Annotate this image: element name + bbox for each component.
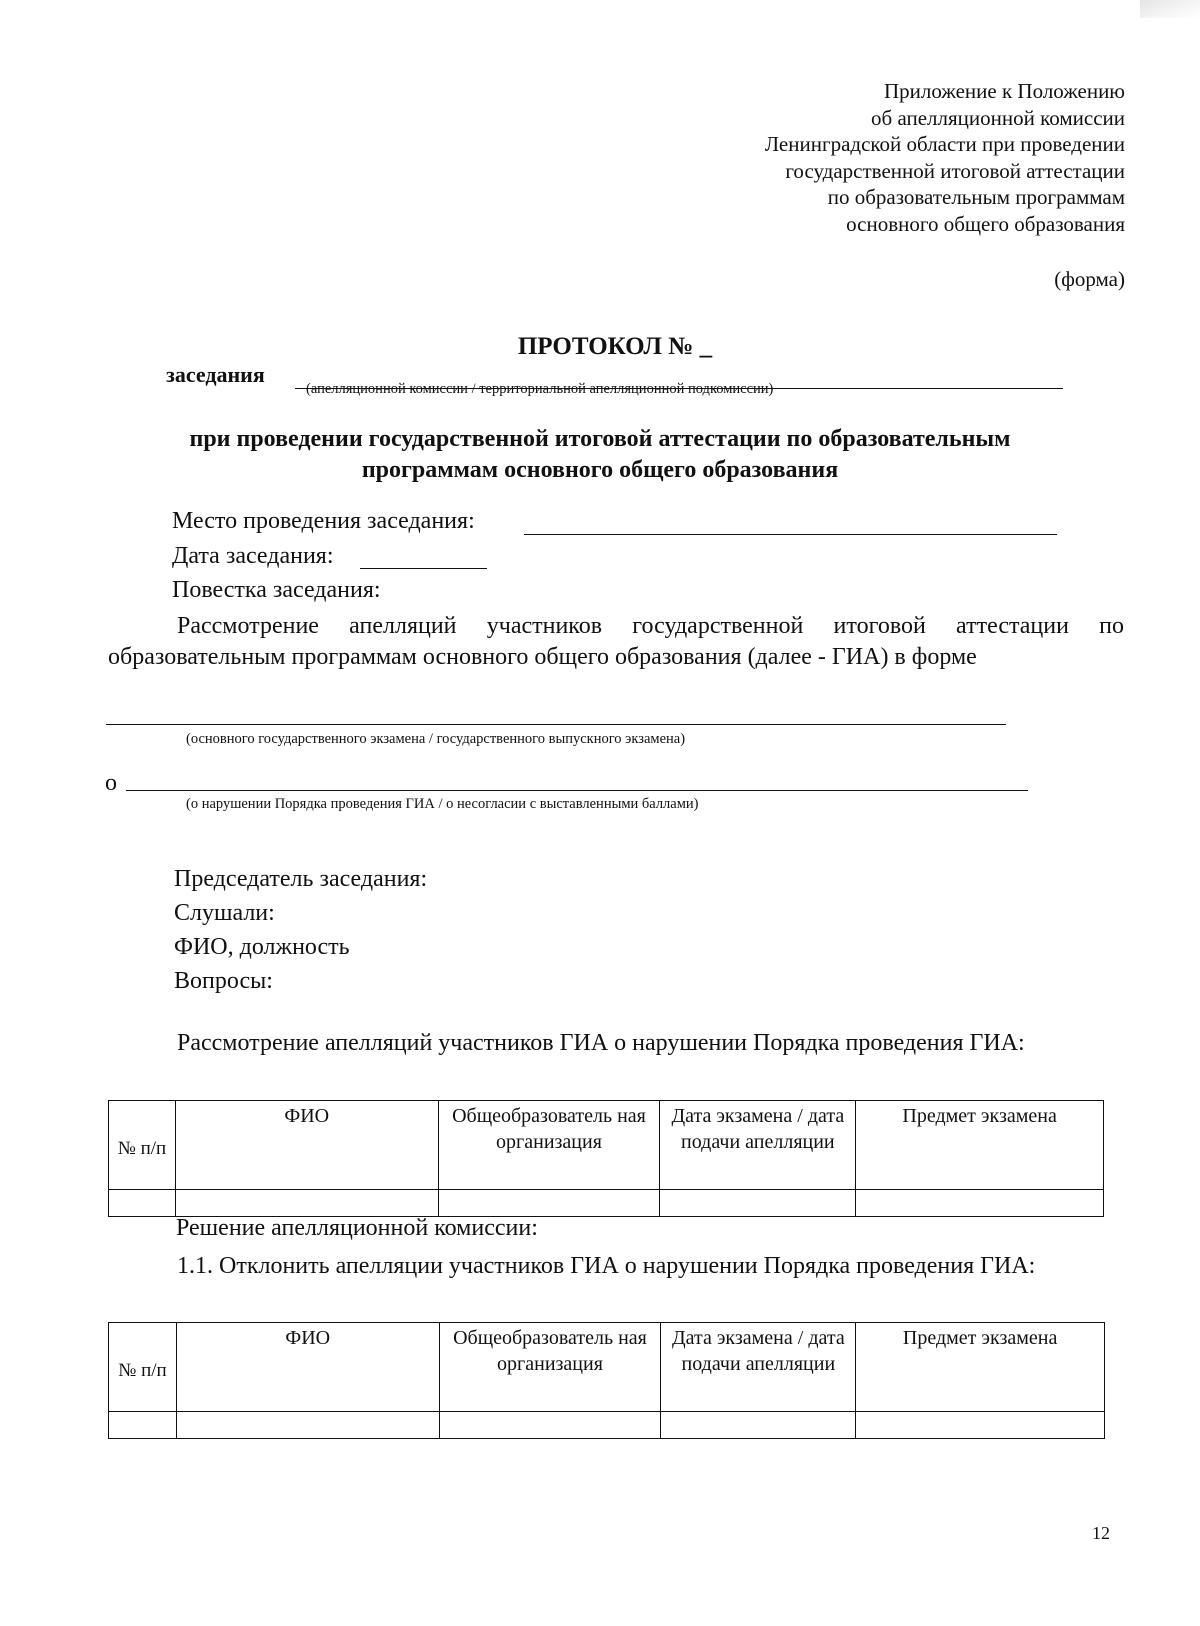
table-row (109, 1190, 1104, 1217)
header-org: Общеобразователь ная организация (438, 1101, 660, 1190)
header-date: Дата экзамена / дата подачи апелляции (660, 1101, 856, 1190)
page-number: 12 (1092, 1523, 1110, 1543)
scan-artifact (1140, 0, 1200, 18)
table-cell[interactable] (109, 1190, 176, 1217)
appeals-table (108, 1100, 1104, 1217)
table-cell[interactable] (660, 1190, 856, 1217)
appendix-line: Ленинградской области при проведении (764, 132, 1125, 156)
about-hint: (о нарушении Порядка проведения ГИА / о несогласии с выставленными баллами) (186, 796, 699, 812)
questions-label: Вопросы: (174, 968, 273, 994)
table-cell[interactable] (856, 1412, 1105, 1439)
table-cell[interactable] (175, 1190, 438, 1217)
listened-label: Слушали: (174, 900, 275, 926)
place-label: Место проведения заседания: (172, 508, 475, 534)
table-cell[interactable] (438, 1190, 660, 1217)
header-fio: ФИО (176, 1323, 439, 1412)
form-label: (форма) (1054, 267, 1125, 291)
header-fio: ФИО (175, 1101, 438, 1190)
name-position-label: ФИО, должность (174, 934, 350, 960)
header-date: Дата экзамена / дата подачи апелляции (661, 1323, 856, 1412)
subtitle-line: при проведении государственной итоговой аттестации по образовательным (189, 426, 1011, 452)
appendix-header (765, 78, 1125, 237)
form-blank-line (106, 724, 1006, 725)
header-org: Общеобразователь ная организация (439, 1323, 661, 1412)
appendix-line: основного общего образования (846, 211, 1125, 236)
date-label: Дата заседания: (172, 543, 334, 569)
table-header-row (109, 1323, 1105, 1412)
header-num: № п/п (109, 1101, 176, 1190)
form-hint: (основного государственного экзамена / государственного выпускного экзамена) (186, 731, 686, 747)
header-subject: Предмет экзамена (856, 1323, 1105, 1412)
protocol-subtitle (0, 424, 1200, 486)
header-num: № п/п (109, 1323, 177, 1412)
table-cell[interactable] (439, 1412, 661, 1439)
date-blank-line (360, 568, 487, 569)
header-subject: Предмет экзамена (856, 1101, 1104, 1190)
table-cell[interactable] (109, 1412, 177, 1439)
section1-text: Рассмотрение апелляций участников ГИА о нарушении Порядка проведения ГИА: (177, 1030, 1025, 1056)
agenda-label: Повестка заседания: (172, 577, 381, 603)
appendix-line: государственной итоговой аттестации (785, 158, 1125, 183)
rejected-appeals-table (108, 1322, 1105, 1439)
appendix-line: по образовательным программам (827, 185, 1125, 209)
table-header-row (109, 1101, 1104, 1190)
table-cell[interactable] (661, 1412, 856, 1439)
table-cell[interactable] (856, 1190, 1104, 1217)
protocol-title: ПРОТОКОЛ № _ (517, 333, 713, 360)
session-hint: (апелляционной комиссии / территориальной апелляционной подкомиссии) (306, 381, 774, 397)
decision-item: 1.1. Отклонить апелляции участников ГИА о нарушении Порядка проведения ГИА: (177, 1253, 1036, 1279)
session-label: заседания (166, 362, 265, 387)
subtitle-line: программам основного общего образования (361, 457, 839, 483)
table-row (109, 1412, 1105, 1439)
agenda-text: Рассмотрение апелляций участников государственной итоговой аттестации по образовательным программам основного общего образования (далее - ГИА) в форме (108, 613, 1124, 670)
appendix-line: Приложение к Положению (884, 79, 1125, 103)
place-blank-line (524, 534, 1057, 535)
appendix-line: об апелляционной комиссии (871, 105, 1125, 130)
decision-label: Решение апелляционной комиссии: (176, 1215, 538, 1241)
about-prefix: о (105, 770, 117, 796)
chair-label: Председатель заседания: (174, 866, 428, 892)
table-cell[interactable] (176, 1412, 439, 1439)
about-blank-line (126, 790, 1028, 791)
